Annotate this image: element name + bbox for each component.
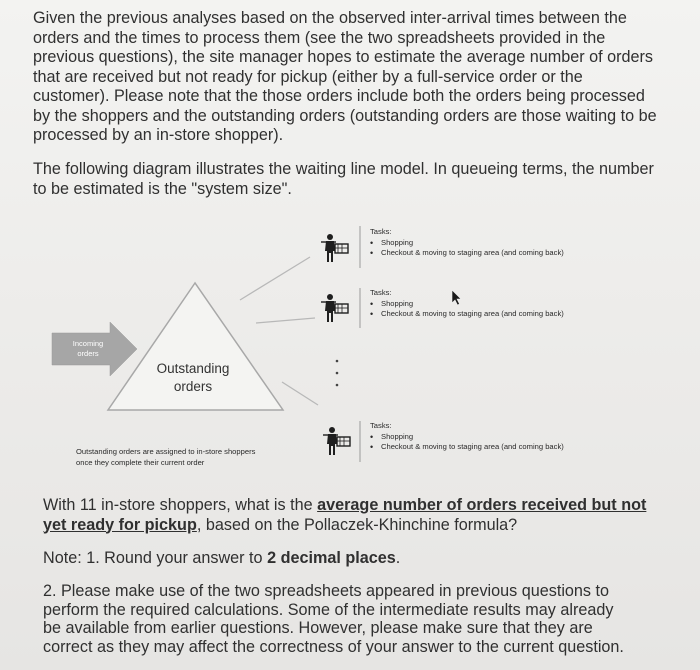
shopper-tasks: Tasks: • Shopping • Checkout & moving to staging area (and coming back) — [370, 227, 570, 258]
rounding-emphasis: 2 decimal places — [267, 549, 396, 567]
spreadsheet-instruction: 2. Please make use of the two spreadsheets appeared in previous questions to perform the required calculations. Some of the intermediate results may already be available from earlier questions. However, please make sure that they are correct as they may affect the correctness of your answer to the current question. — [43, 582, 624, 656]
task-item: • Checkout & moving to staging area (and coming back) — [370, 442, 570, 452]
rounding-note: Note: 1. Round your answer to 2 decimal places. — [43, 549, 401, 567]
question-text: With 11 in-store shoppers, what is the average number of orders received but not yet ready for pickup, based on the Pollaczek-Khinchine formula? — [43, 496, 647, 534]
connector-line — [282, 382, 318, 405]
task-item: • Shopping — [370, 238, 570, 248]
task-item: • Shopping — [370, 432, 570, 442]
intro-paragraph: Given the previous analyses based on the observed inter-arrival times between the orders and the times to process them (see the two spreadsheets provided in the previous questions), the site manager hopes to estimate the average number of orders that are received but not ready for pickup (either by a full-service order or the customer). Please note that the those orders include both the orders being processed by the shoppers and the outstanding orders (outstanding orders are those waiting to be processed by an in-store shopper). — [33, 9, 657, 144]
ellipsis-dot — [336, 384, 339, 387]
outstanding-orders-label: Outstanding orders — [156, 361, 230, 394]
shopper-with-cart-icon — [323, 427, 350, 455]
incoming-orders-label: Incoming orders — [72, 339, 104, 358]
ellipsis-dot — [336, 360, 339, 363]
connector-line — [240, 257, 310, 300]
task-item: • Checkout & moving to staging area (and coming back) — [370, 248, 570, 258]
shopper-with-cart-icon — [321, 294, 348, 322]
question-emphasis: average number of orders received but not yet ready for pickup — [43, 496, 647, 534]
shopper-with-cart-icon — [321, 234, 348, 262]
assignment-note: Outstanding orders are assigned to in-store shoppers once they complete their current order — [76, 447, 256, 467]
diagram-intro-paragraph: The following diagram illustrates the waiting line model. In queueing terms, the number to be estimated is the "system size". — [33, 160, 654, 198]
task-item: • Checkout & moving to staging area (and coming back) — [370, 309, 570, 319]
connector-line — [256, 318, 315, 323]
shopper-tasks: Tasks: • Shopping • Checkout & moving to staging area (and coming back) — [370, 288, 570, 319]
task-item: • Shopping — [370, 299, 570, 309]
ellipsis-dot — [336, 372, 339, 375]
shopper-tasks: Tasks: • Shopping • Checkout & moving to staging area (and coming back) — [370, 421, 570, 452]
